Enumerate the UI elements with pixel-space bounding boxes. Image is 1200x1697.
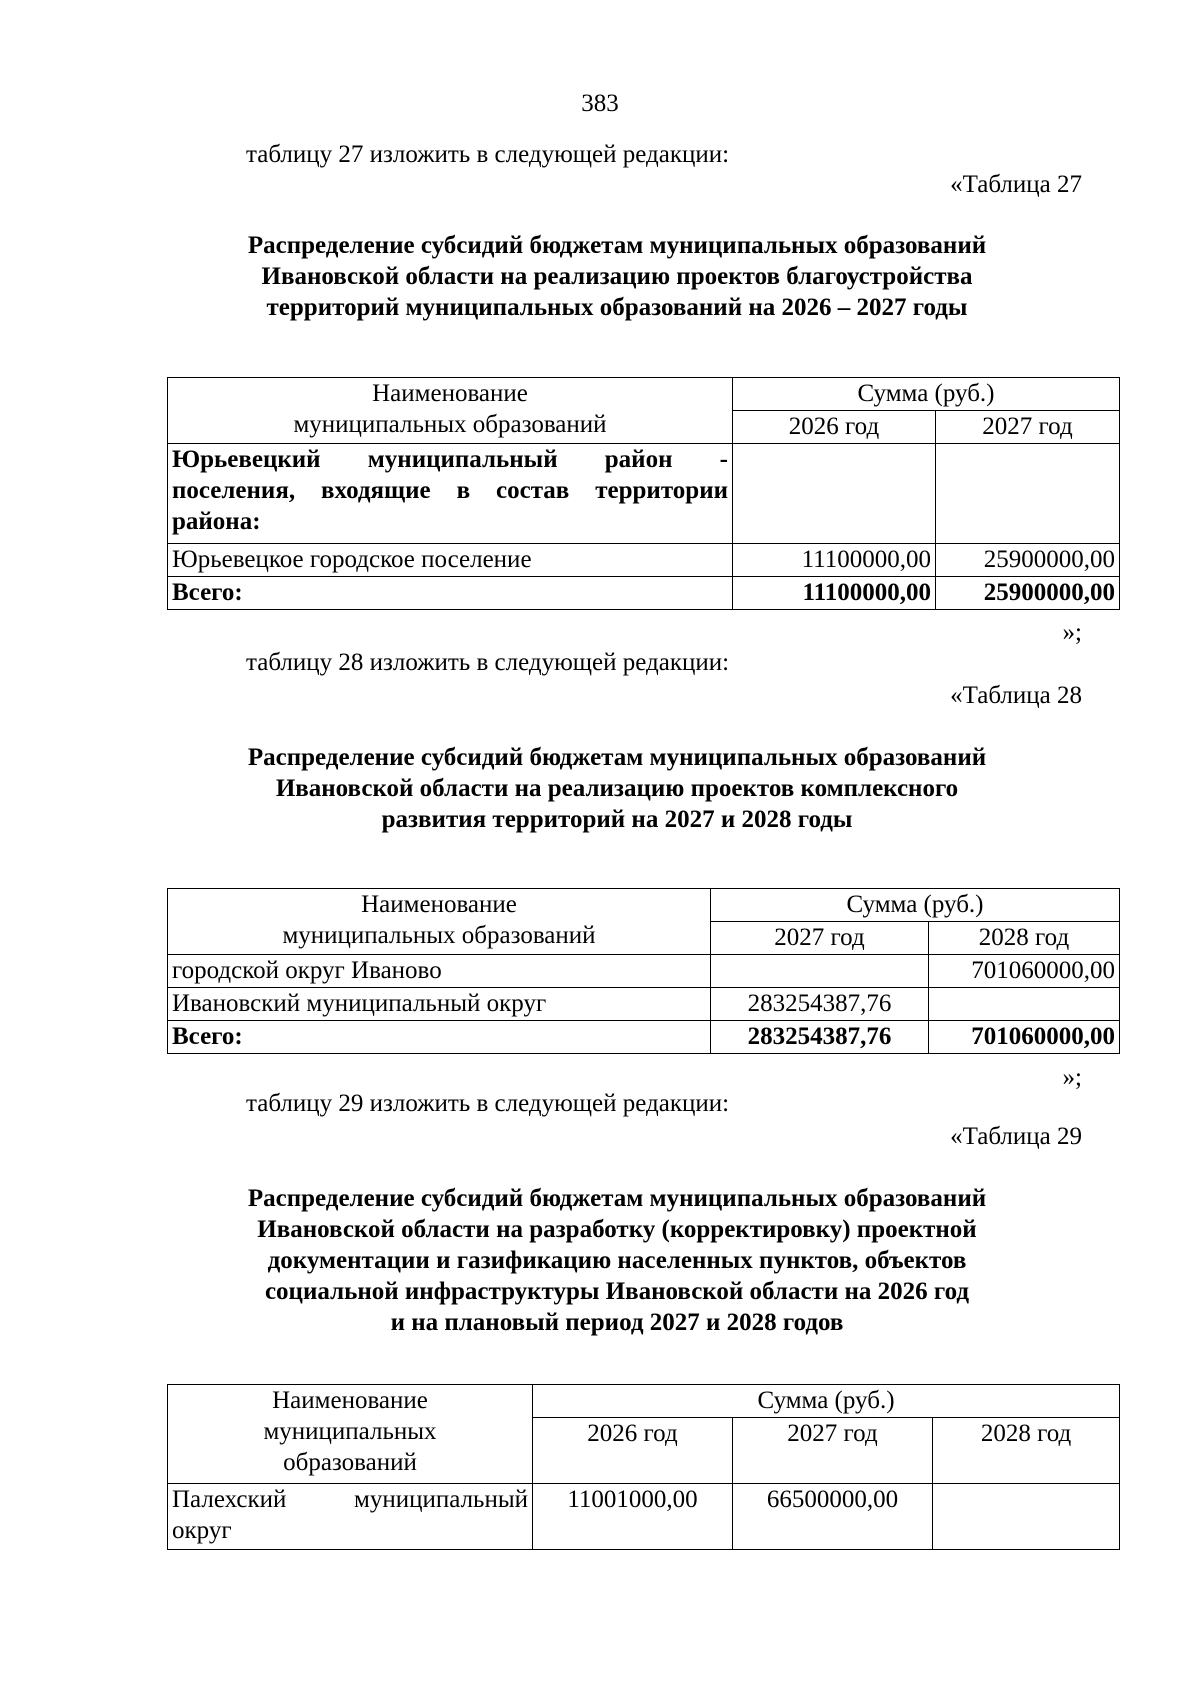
heading-line: Ивановской области на разработку (корректировку) проектной [257, 1216, 977, 1243]
header-year: 2027 год [711, 922, 929, 955]
total-value: 701060000,00 [929, 1021, 1120, 1054]
row-name: Юрьевецкое городское поселение [168, 544, 733, 577]
table-label-27: «Таблица 27 [950, 171, 1082, 198]
closing-quote-27: »; [1062, 619, 1082, 646]
row-value: 25900000,00 [936, 544, 1120, 577]
header-name-line: Наименование [361, 891, 517, 918]
table-28 [167, 888, 1120, 1054]
row-name: Палехский муниципальный округ [168, 1484, 533, 1550]
header-year: 2028 год [933, 1418, 1120, 1484]
total-row [168, 1021, 1120, 1054]
heading-line: территорий муниципальных образований на 2026 – 2027 годы [266, 294, 968, 321]
total-label: Всего: [168, 1021, 711, 1054]
header-year: 2027 год [936, 411, 1120, 444]
heading-line: Распределение субсидий бюджетам муниципальных образований [247, 1185, 987, 1212]
table-row [168, 1484, 1120, 1550]
total-row [168, 577, 1120, 610]
table-cell [936, 444, 1120, 544]
section-intro-27: таблицу 27 изложить в следующей редакции: [246, 141, 730, 168]
header-name-cell [168, 889, 711, 955]
row-value: 11001000,00 [533, 1484, 733, 1550]
header-year: 2028 год [929, 922, 1120, 955]
header-sum: Сумма (руб.) [733, 378, 1120, 411]
heading-line: социальной инфраструктуры Ивановской области на 2026 год [264, 1278, 970, 1305]
page-number: 383 [581, 90, 619, 117]
total-value: 283254387,76 [711, 1021, 929, 1054]
section-intro-29: таблицу 29 изложить в следующей редакции: [246, 1090, 730, 1117]
row-value: 701060000,00 [929, 955, 1120, 988]
table-label-29: «Таблица 29 [950, 1123, 1082, 1150]
header-name-cell [168, 378, 733, 444]
heading-line: Распределение субсидий бюджетам муниципальных образований [247, 232, 987, 259]
closing-quote-28: »; [1062, 1064, 1082, 1091]
table-row [168, 955, 1120, 988]
header-sum: Сумма (руб.) [533, 1385, 1120, 1418]
header-year: 2027 год [733, 1418, 933, 1484]
table-row [168, 544, 1120, 577]
header-name-line: муниципальных [263, 1418, 437, 1445]
table-heading-29 [150, 1183, 1084, 1338]
heading-line: документации и газификацию населенных пунктов, объектов [267, 1247, 967, 1274]
header-year: 2026 год [733, 411, 936, 444]
total-value: 11100000,00 [733, 577, 936, 610]
header-sum: Сумма (руб.) [711, 889, 1120, 922]
row-value: 11100000,00 [733, 544, 936, 577]
row-name: Ивановский муниципальный округ [168, 988, 711, 1021]
header-year: 2026 год [533, 1418, 733, 1484]
table-29 [167, 1384, 1120, 1550]
table-heading-28 [150, 742, 1084, 835]
table-label-28: «Таблица 28 [950, 682, 1082, 709]
row-value [929, 988, 1120, 1021]
table-heading-27 [150, 230, 1084, 323]
header-name-line: муниципальных образований [282, 922, 596, 949]
header-name-cell [168, 1385, 533, 1484]
group-row-label: Юрьевецкий муниципальный район - поселения, входящие в состав территории района: [168, 444, 733, 544]
heading-line: Ивановской области на реализацию проектов благоустройства [261, 263, 973, 290]
row-value [711, 955, 929, 988]
row-value: 283254387,76 [711, 988, 929, 1021]
section-intro-28: таблицу 28 изложить в следующей редакции: [246, 649, 730, 676]
heading-line: и на плановый период 2027 и 2028 годов [390, 1309, 844, 1336]
header-name-line: муниципальных образований [293, 411, 607, 438]
table-row [168, 988, 1120, 1021]
heading-line: Ивановской области на реализацию проектов комплексного [275, 775, 959, 802]
total-value: 25900000,00 [936, 577, 1120, 610]
row-name: городской округ Иваново [168, 955, 711, 988]
table-cell [733, 444, 936, 544]
header-name-line: Наименование [272, 1387, 428, 1414]
heading-line: Распределение субсидий бюджетам муниципальных образований [247, 744, 987, 771]
header-name-line: образований [283, 1449, 417, 1476]
row-value [933, 1484, 1120, 1550]
table-27 [167, 377, 1120, 610]
row-value: 66500000,00 [733, 1484, 933, 1550]
header-name-line: Наименование [372, 380, 528, 407]
heading-line: развития территорий на 2027 и 2028 годы [381, 806, 853, 833]
total-label: Всего: [168, 577, 733, 610]
